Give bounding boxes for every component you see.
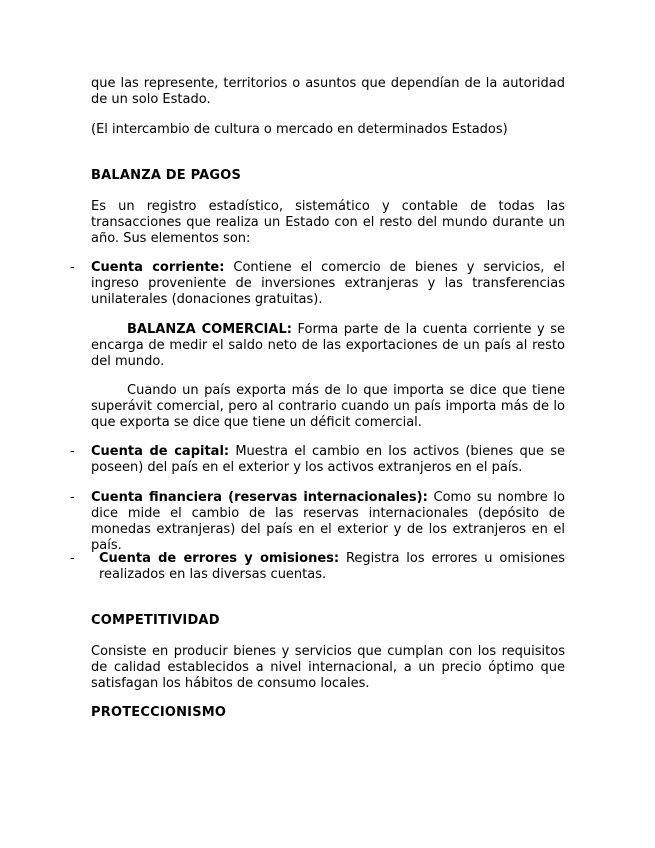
- bullet-term: Cuenta de capital:: [91, 444, 230, 459]
- bullet-term: Cuenta financiera (reservas internacionales):: [91, 490, 428, 505]
- competitividad-heading: COMPETITIVIDAD: [91, 613, 220, 628]
- bullet-description: Registra los errores u omisiones realizados en las diversas cuentas.: [99, 551, 565, 582]
- bullet-term: Cuenta corriente:: [91, 260, 225, 275]
- superavit-text: Cuando un país exporta más de lo que importa se dice que tiene superávit comercial, pero al contrario cuando un país importa más de lo que exporta se dice que tiene un déficit comercial.: [91, 383, 565, 430]
- balanza-de-pagos-heading: BALANZA DE PAGOS: [91, 168, 242, 183]
- superavit-paragraph: [91, 383, 565, 431]
- balanza-definition: Es un registro estadístico, sistemático y contable de todas las transacciones que realiza un Estado con el resto del mundo durante un año. Sus elementos son:: [91, 199, 565, 246]
- bullet-dash: -: [70, 551, 75, 566]
- bullet-dash: -: [70, 260, 75, 275]
- competitividad-paragraph: Consiste en producir bienes y servicios que cumplan con los requisitos de calidad establecidos a nivel internacional, a un precio óptimo que satisfagan los hábitos de consumo locales.: [91, 644, 565, 691]
- bullet-text: [91, 490, 565, 554]
- bullet-text: [91, 444, 565, 476]
- bullet-text: [91, 551, 565, 583]
- bullet-description: Como su nombre lo dice mide el cambio de las reservas internacionales (depósito de monedas extranjeras) del país en el exterior y de los extranjeros en el país.: [91, 490, 565, 553]
- balanza-comercial-term: BALANZA COMERCIAL:: [127, 322, 292, 337]
- bullet-description: Muestra el cambio en los activos (bienes que se poseen) del país en el exterior y los activos extranjeros en el país.: [91, 444, 565, 475]
- balanza-comercial-text: Forma parte de la cuenta corriente y se encarga de medir el saldo neto de las exportaciones de un país al resto del mundo.: [91, 322, 565, 369]
- bullet-dash: -: [70, 444, 75, 459]
- bullet-dash: -: [70, 490, 75, 505]
- bullet-description: Contiene el comercio de bienes y servicios, el ingreso proveniente de inversiones extranjeras y las transferencias unilaterales (donaciones gratuitas).: [91, 260, 565, 307]
- balanza-comercial-paragraph: [91, 322, 565, 370]
- proteccionismo-heading: PROTECCIONISMO: [91, 705, 227, 720]
- bullet-text: [91, 260, 565, 308]
- intro-paragraph: que las represente, territorios o asuntos que dependían de la autoridad de un solo Estado.: [91, 76, 565, 107]
- bullet-term: Cuenta de errores y omisiones:: [99, 551, 340, 566]
- parenthetical-note: (El intercambio de cultura o mercado en determinados Estados): [91, 122, 508, 137]
